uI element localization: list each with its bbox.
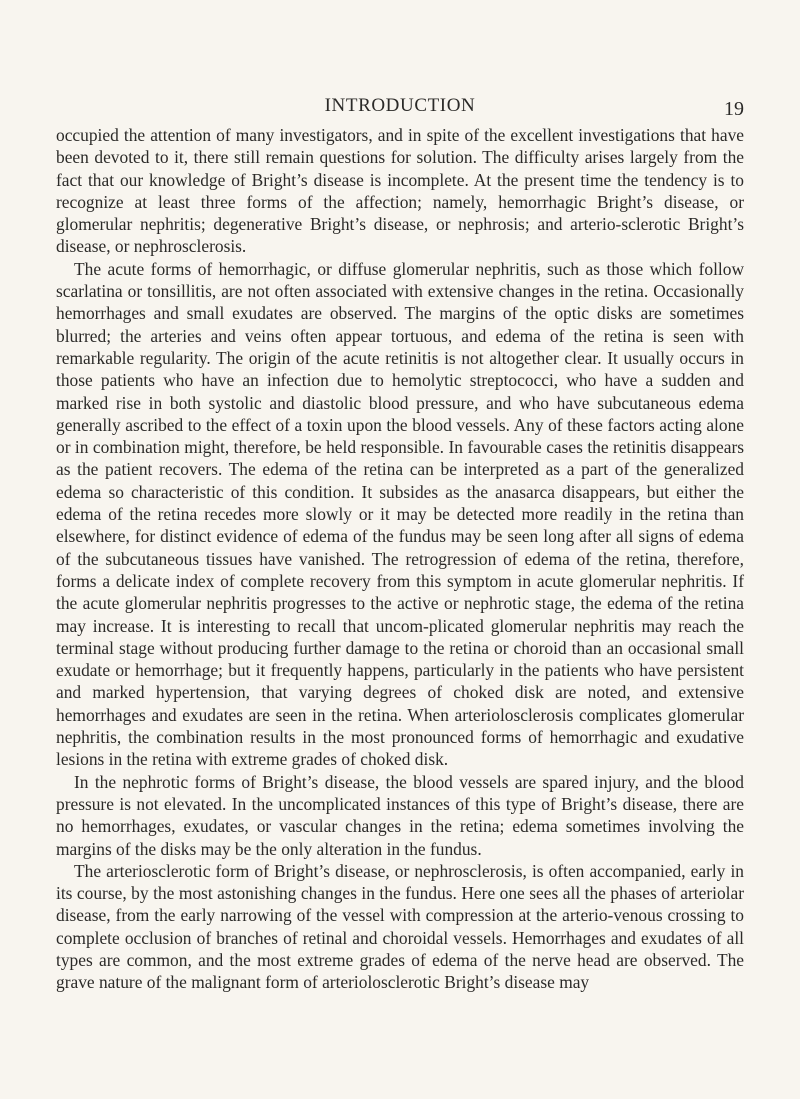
paragraph-acute-forms: The acute forms of hemorrhagic, or diffuse glomerular nephritis, such as those which follow scarlatina or tonsillitis, are not often associated with extensive changes in the retina. Occasionally hemorrhages and small exudates are observed. The margins of the optic disks are sometimes blurred; the arteries and veins often appear tortuous, and edema of the retina is seen with remarkable regularity. The origin of the acute retinitis is not altogether clear. It usually occurs in those patients who have an infection due to hemolytic streptococci, who have a sudden and marked rise in both systolic and diastolic blood pressure, and who have subcutaneous edema generally ascribed to the effect of a toxin upon the blood vessels. Any of these factors acting alone or in combination might, therefore, be held responsible. In favourable cases the retinitis disappears as the patient recovers. The edema of the retina can be interpreted as a part of the generalized edema so characteristic of this condition. It subsides as the anasarca disappears, but either the edema of the retina recedes more slowly or it may be detected more readily in the retina than elsewhere, for distinct evidence of edema of the fundus may be seen long after all signs of edema of the subcutaneous tissues have vanished. The retrogression of edema of the retina, therefore, forms a delicate index of complete recovery from this symptom in acute glomerular nephritis. If the acute glomerular nephritis progresses to the active or nephrotic stage, the edema of the retina may increase. It is interesting to recall that uncom-plicated glomerular nephritis may reach the terminal stage without producing further damage to the retina or choroid than an occasional small exudate or hemorrhage; but it frequently happens, particularly in the patients who have persistent and marked hypertension, that varying degrees of choked disk are noted, and extensive hemorrhages and exudates are seen in the retina. When arteriolosclerosis complicates glomerular nephritis, the combination results in the most pronounced forms of hemorrhagic and exudative lesions in the retina with extreme grades of choked disk. bbox=[56, 258, 744, 770]
paragraph-nephrotic-forms: In the nephrotic forms of Bright’s disease, the blood vessels are spared injury, and the blood pressure is not elevated. In the uncomplicated instances of this type of Bright’s disease, there are no hemorrhages, exudates, or vascular changes in the retina; edema sometimes involving the margins of the disks may be the only alteration in the fundus. bbox=[56, 771, 744, 859]
running-head bbox=[56, 95, 744, 123]
chapter-title: INTRODUCTION bbox=[324, 95, 476, 116]
paragraph-continued: occupied the attention of many investigators, and in spite of the excellent investigations that have been devoted to it, there still remain questions for solution. The difficulty arises largely from the fact that our knowledge of Bright’s disease is incomplete. At the present time the tendency is to recognize at least three forms of the affection; namely, hemorrhagic Bright’s disease, or glomerular nephritis; degenerative Bright’s disease, or nephrosis; and arterio-sclerotic Bright’s disease, or nephrosclerosis. bbox=[56, 125, 744, 257]
body-text bbox=[56, 124, 744, 994]
paragraph-arteriosclerotic-form: The arteriosclerotic form of Bright’s disease, or nephrosclerosis, is often accompanied, early in its course, by the most astonishing changes in the fundus. Here one sees all the phases of arteriolar disease, from the early narrowing of the vessel with compression at the arterio-venous crossing to complete occlusion of branches of retinal and choroidal vessels. Hemorrhages and exudates of all types are common, and the most extreme grades of edema of the nerve head are observed. The grave nature of the malignant form of arteriolosclerotic Bright’s disease may bbox=[56, 860, 744, 993]
page-number: 19 bbox=[724, 98, 744, 120]
